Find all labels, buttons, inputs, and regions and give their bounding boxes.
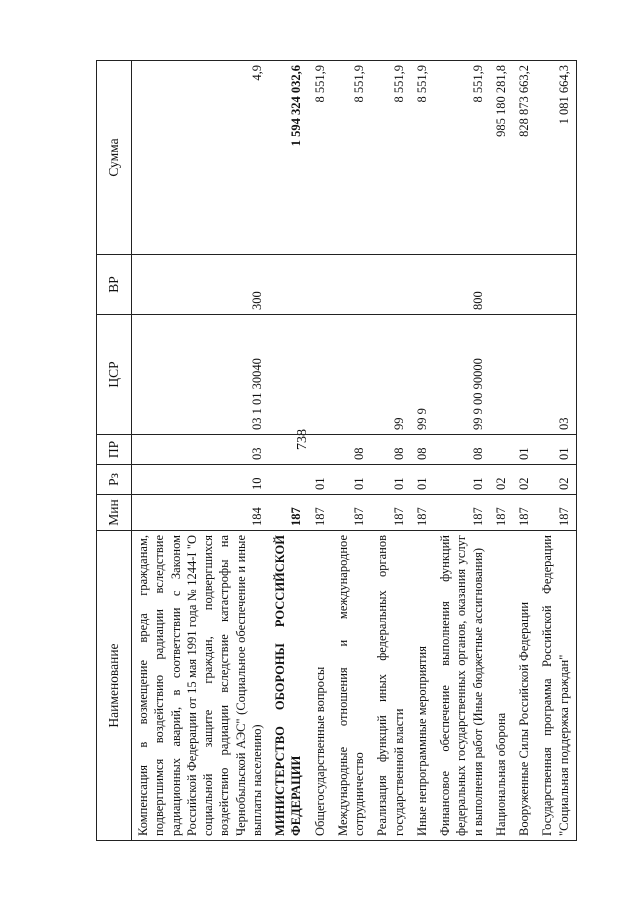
- row-rz: 02: [490, 465, 513, 495]
- row-vr: 300: [132, 255, 270, 315]
- row-sum: 8 551,9: [332, 61, 372, 255]
- row-pr: 03: [132, 435, 270, 465]
- row-sum: 8 551,9: [371, 61, 411, 255]
- row-vr: [513, 255, 536, 315]
- table-row: [536, 61, 576, 841]
- row-name: Финансовое обеспечение выполнения функций федеральных государственных органов, оказания услуг и выполнения работ (Иные бюджетные ассигнования): [434, 531, 490, 841]
- row-min: 184: [132, 495, 270, 531]
- row-min: 187: [536, 495, 576, 531]
- row-rz: 01: [371, 465, 411, 495]
- header-csr: ЦСР: [97, 315, 132, 435]
- row-name: Национальная оборона: [490, 531, 513, 841]
- row-rz: 01: [332, 465, 372, 495]
- row-vr: [371, 255, 411, 315]
- row-pr: 08: [434, 435, 490, 465]
- row-pr: [269, 435, 309, 465]
- row-csr: 99 9: [411, 315, 434, 435]
- row-sum: 4,9: [132, 61, 270, 255]
- row-vr: [490, 255, 513, 315]
- row-min: 187: [269, 495, 309, 531]
- row-name: Государственная программа Российской Федерации "Социальная поддержка граждан": [536, 531, 576, 841]
- row-vr: [536, 255, 576, 315]
- row-rz: 02: [513, 465, 536, 495]
- row-vr: [411, 255, 434, 315]
- table-row: [371, 61, 411, 841]
- budget-table: [96, 60, 577, 841]
- row-sum: 8 551,9: [309, 61, 332, 255]
- row-min: 187: [434, 495, 490, 531]
- header-pr: ПР: [97, 435, 132, 465]
- row-pr: 01: [536, 435, 576, 465]
- row-csr: 03 1 01 30040: [132, 315, 270, 435]
- row-name: Вооруженные Силы Российской Федерации: [513, 531, 536, 841]
- header-vr: ВР: [97, 255, 132, 315]
- header-min: Мин: [97, 495, 132, 531]
- header-rz: Рз: [97, 465, 132, 495]
- row-csr: [269, 315, 309, 435]
- row-rz: 01: [309, 465, 332, 495]
- row-csr: [490, 315, 513, 435]
- row-min: 187: [309, 495, 332, 531]
- row-rz: 01: [434, 465, 490, 495]
- row-name: Международные отношения и международное сотрудничество: [332, 531, 372, 841]
- table-row: [309, 61, 332, 841]
- row-pr: 08: [332, 435, 372, 465]
- table-header-row: [97, 61, 132, 841]
- row-rz: 01: [411, 465, 434, 495]
- table-row: [490, 61, 513, 841]
- row-min: 187: [490, 495, 513, 531]
- row-pr: 08: [371, 435, 411, 465]
- row-min: 187: [411, 495, 434, 531]
- row-vr: 800: [434, 255, 490, 315]
- header-sum: Сумма: [97, 61, 132, 255]
- row-pr: 08: [411, 435, 434, 465]
- row-sum: 1 081 664,3: [536, 61, 576, 255]
- row-vr: [269, 255, 309, 315]
- header-name: Наименование: [97, 531, 132, 841]
- row-name: Общегосударственные вопросы: [309, 531, 332, 841]
- row-min: 187: [371, 495, 411, 531]
- row-csr: [332, 315, 372, 435]
- table-row: [411, 61, 434, 841]
- table-row: [132, 61, 270, 841]
- row-pr: [490, 435, 513, 465]
- row-sum: 1 594 324 032,6: [269, 61, 309, 255]
- row-name: Иные непрограммные мероприятия: [411, 531, 434, 841]
- row-name: Компенсация в возмещение вреда гражданам, подвергшимся воздействию радиации вследствие радиационных аварий, в соответствии с Законом Российской Федерации от 15 мая 1991 года № 1244-I "О социальной защите граждан, подвергшихся воздействию радиации вследствие катастрофы на Чернобыльской АЭС" (Социальное обеспечение и иные выплаты населению): [132, 531, 270, 841]
- row-csr: 03: [536, 315, 576, 435]
- row-sum: 8 551,9: [411, 61, 434, 255]
- row-sum: 8 551,9: [434, 61, 490, 255]
- row-rz: 02: [536, 465, 576, 495]
- table-row: [332, 61, 372, 841]
- table-row: [269, 61, 309, 841]
- row-csr: [513, 315, 536, 435]
- table-row: [513, 61, 536, 841]
- row-csr: 99: [371, 315, 411, 435]
- row-min: 187: [513, 495, 536, 531]
- row-name: Реализация функций иных федеральных органов государственной власти: [371, 531, 411, 841]
- row-csr: 99 9 00 90000: [434, 315, 490, 435]
- page-number: 738: [295, 429, 310, 450]
- row-sum: 828 873 663,2: [513, 61, 536, 255]
- row-rz: 10: [132, 465, 270, 495]
- table-row: [434, 61, 490, 841]
- rotated-page-content: [96, 61, 571, 841]
- row-pr: [309, 435, 332, 465]
- row-name: МИНИСТЕРСТВО ОБОРОНЫ РОССИЙСКОЙ ФЕДЕРАЦИИ: [269, 531, 309, 841]
- row-pr: 01: [513, 435, 536, 465]
- row-csr: [309, 315, 332, 435]
- row-vr: [309, 255, 332, 315]
- row-vr: [332, 255, 372, 315]
- row-sum: 985 180 281,8: [490, 61, 513, 255]
- row-min: 187: [332, 495, 372, 531]
- row-rz: [269, 465, 309, 495]
